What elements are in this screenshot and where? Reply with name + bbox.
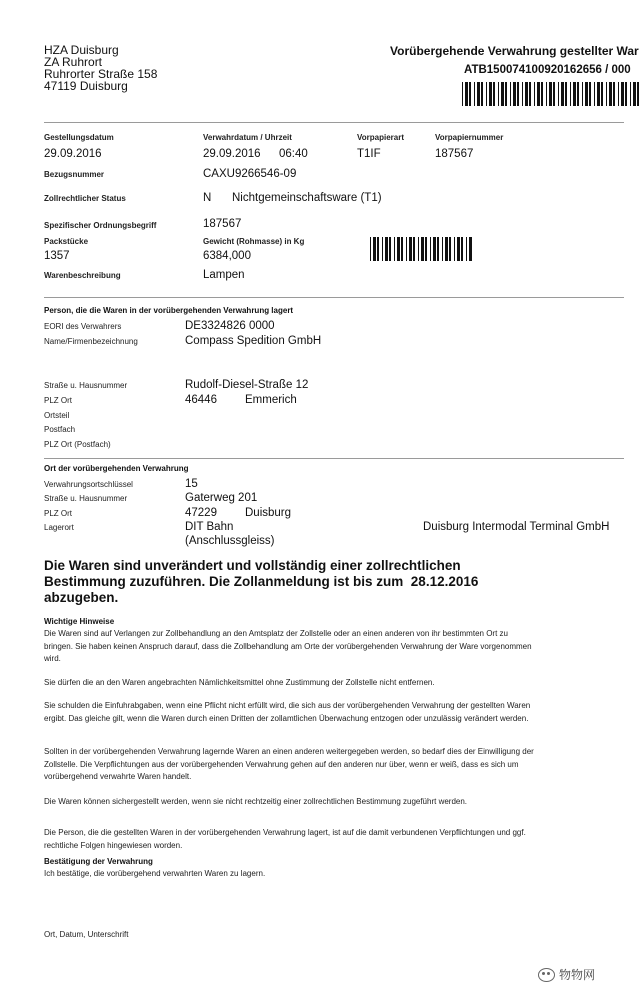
notice-line-2-text: Bestimmung zuzuführen. Die Zollanmeldung ist bis zum [44, 574, 404, 589]
barcode-bar [546, 82, 547, 106]
barcode-bar [522, 82, 523, 106]
barcode-bar [589, 82, 591, 106]
barcode-bar [469, 82, 471, 106]
gestellungsdatum-value: 29.09.2016 [44, 148, 102, 160]
barcode-bar [382, 237, 383, 261]
lagerort-label: Lagerort [44, 523, 74, 532]
barcode-bar [377, 237, 379, 261]
notice-line-2 [44, 574, 604, 590]
eori-value: DE3324826 0000 [185, 320, 275, 332]
barcode-bar [501, 82, 504, 106]
bezugsnummer-label: Bezugsnummer [44, 170, 105, 179]
barcode-bar [466, 237, 467, 261]
verwahrdatum-value: 29.09.2016 [203, 148, 261, 160]
barcode-bar [385, 237, 388, 261]
terminal-name: Duisburg Intermodal Terminal GmbH [423, 521, 610, 533]
notice-headline [44, 558, 604, 606]
barcode-bar [498, 82, 499, 106]
divider [44, 458, 624, 459]
office-street: Ruhrorter Straße 158 [44, 67, 158, 81]
barcode-bar [477, 82, 480, 106]
barcode-bar [585, 82, 588, 106]
barcode-bar [625, 82, 627, 106]
vorpapierart-value: T1IF [357, 148, 381, 160]
barcode-bar [553, 82, 555, 106]
vorpapiernummer-label: Vorpapiernummer [435, 133, 504, 142]
barcode-bar [618, 82, 619, 106]
barcode-bar [613, 82, 615, 106]
barcode-bar [437, 237, 439, 261]
lagerort-value-line1: DIT Bahn [185, 521, 234, 533]
barcode-bar [421, 237, 424, 261]
barcode-bar [461, 237, 463, 261]
notice-deadline: 28.12.2016 [410, 574, 479, 589]
location-street-value: Gaterweg 201 [185, 492, 258, 504]
location-key-label: Verwahrungsortschlüssel [44, 480, 133, 489]
barcode-bar [573, 82, 576, 106]
barcode-bar [549, 82, 552, 106]
gestellungsdatum-label: Gestellungsdatum [44, 133, 114, 142]
location-street-label: Straße u. Hausnummer [44, 494, 128, 503]
warenbeschreibung-label: Warenbeschreibung [44, 271, 121, 280]
warenbeschreibung-value: Lampen [203, 269, 245, 281]
barcode-bar [394, 237, 395, 261]
packstuecke-value: 1357 [44, 250, 70, 262]
lagerort-value-line2: (Anschlussgleiss) [185, 535, 275, 547]
person-street-label: Straße u. Hausnummer [44, 381, 128, 390]
person-plz-value: 46446 [185, 394, 217, 406]
barcode-bar [469, 237, 472, 261]
vorpapierart-label: Vorpapierart [357, 133, 404, 142]
barcode-bar [606, 82, 607, 106]
location-city-value: Duisburg [245, 507, 292, 519]
barcode-bar [370, 237, 371, 261]
barcode-bar [457, 237, 460, 261]
status-code: N [203, 192, 212, 204]
notice-line-3: abzugeben. [44, 590, 119, 605]
barcode-bar [565, 82, 567, 106]
location-plz-label: PLZ Ort [44, 509, 73, 518]
person-street-value: Rudolf-Diesel-Straße 12 [185, 379, 309, 391]
eori-label: EORI des Verwahrers [44, 322, 122, 331]
ortsteil-label: Ortsteil [44, 411, 70, 420]
barcode-bar [406, 237, 407, 261]
notice-line-1: Die Waren sind unverändert und vollständig einer zollrechtlichen [44, 558, 461, 573]
barcode-bar [430, 237, 431, 261]
verwahrdatum-label: Verwahrdatum / Uhrzeit [203, 133, 292, 142]
ordnungsbegriff-value: 187567 [203, 218, 242, 230]
barcode-bar [594, 82, 595, 106]
barcode-bar [474, 82, 475, 106]
barcode-bar [558, 82, 559, 106]
barcode-bar [449, 237, 451, 261]
divider [44, 297, 624, 298]
barcode-bar [465, 82, 468, 106]
barcode-bar [418, 237, 419, 261]
hint-paragraph-2: Sie dürfen die an den Waren angebrachten Nämlichkeitsmittel ohne Zustimmung der Zollstelle nicht entfernen. [44, 678, 435, 687]
barcode-bar [541, 82, 543, 106]
location-plz-value: 47229 [185, 507, 217, 519]
gewicht-value: 6384,000 [203, 250, 251, 262]
postfach-label: Postfach [44, 425, 76, 434]
barcode-bar [597, 82, 600, 106]
location-section-title: Ort der vorübergehenden Verwahrung [44, 464, 189, 473]
office-name: HZA Duisburg [44, 43, 119, 57]
hint-paragraph-3: Sie schulden die Einfuhrabgaben, wenn eine Pflicht nicht erfüllt wird, die sich aus der vorübergehenden Verwahrung der gestellten Waren ergibt. Das gleiche gilt, wenn die Waren durch einen Dritten der zollamtlichen Überwachung entzogen oder unzulässig verändert werden. [44, 701, 531, 723]
location-key-value: 15 [185, 478, 198, 490]
reference-barcode [370, 237, 472, 261]
plz-postfach-label: PLZ Ort (Postfach) [44, 440, 111, 449]
barcode-bar [517, 82, 519, 106]
office-branch: ZA Ruhrort [44, 55, 103, 69]
signature-label: Ort, Datum, Unterschrift [44, 930, 129, 939]
barcode-bar [489, 82, 492, 106]
barcode-bar [486, 82, 487, 106]
person-section-title: Person, die die Waren in der vorübergehenden Verwahrung lagert [44, 306, 294, 315]
barcode-bar [529, 82, 531, 106]
barcode-bar [481, 82, 483, 106]
barcode-bar [373, 237, 376, 261]
barcode-bar [577, 82, 579, 106]
document-number: ATB150074100920162656 / 000 [464, 64, 631, 76]
status-text: Nichtgemeinschaftsware (T1) [232, 192, 382, 204]
hint-paragraph-4: Sollten in der vorübergehenden Verwahrung lagernde Waren an einen anderen weitergegeben werden, so bedarf dies der Einwilligung der Zollstelle. Die Verpflichtungen aus der vorübergehenden Verwahrung gehen auf den anderen nur über, wenn er weiß, dass es sich um vorübergehend verwahrte Waren handelt. [44, 747, 534, 781]
barcode-bar [389, 237, 391, 261]
barcode-bar [637, 82, 639, 106]
barcode-bar [413, 237, 415, 261]
barcode-bar [493, 82, 495, 106]
watermark-text: 物物网 [559, 968, 596, 982]
barcode-bar [442, 237, 443, 261]
barcode-bar [510, 82, 511, 106]
barcode-bar [582, 82, 583, 106]
barcode-bar [409, 237, 412, 261]
hint-paragraph-6: Die Person, die die gestellten Waren in der vorübergehenden Verwahrung lagert, ist auf die damit verbundenen Verpflichtungen und ggf. rechtliche Folgen hingewiesen worden. [44, 828, 526, 850]
person-plz-label: PLZ Ort [44, 396, 73, 405]
company-name-value: Compass Spedition GmbH [185, 335, 322, 347]
person-city-value: Emmerich [245, 394, 297, 406]
barcode-bar [401, 237, 403, 261]
barcode-bar [537, 82, 540, 106]
uhrzeit-value: 06:40 [279, 148, 308, 160]
barcode-bar [505, 82, 507, 106]
barcode-bar [630, 82, 631, 106]
barcode-bar [397, 237, 400, 261]
hint-paragraph-5: Die Waren können sichergestellt werden, wenn sie nicht rechtzeitig einer zollrechtlichen Bestimmung zugeführt werden. [44, 797, 468, 806]
barcode-bar [513, 82, 516, 106]
divider [44, 122, 624, 123]
barcode-bar [534, 82, 535, 106]
confirmation-text: Ich bestätige, die vorübergehend verwahrten Waren zu lagern. [44, 869, 266, 878]
hints-title: Wichtige Hinweise [44, 617, 115, 626]
gewicht-label: Gewicht (Rohmasse) in Kg [203, 237, 305, 246]
barcode-bar [561, 82, 564, 106]
document-title: Vorübergehende Verwahrung gestellter War [390, 44, 639, 58]
barcode-bar [433, 237, 436, 261]
chat-bubble-icon [538, 968, 555, 982]
document-barcode [462, 82, 640, 106]
hint-paragraph-1: Die Waren sind auf Verlangen zur Zollbehandlung an den Amtsplatz der Zollstelle oder an einen anderen von ihr bestimmten Ort zu bringen. Sie haben keinen Anspruch darauf, dass die Zollbehandlung am Orte der vorübergehenden Verwahrung der Ware vorgenommen wird. [44, 629, 532, 663]
barcode-bar [454, 237, 455, 261]
ordnungsbegriff-label: Spezifischer Ordnungsbegriff [44, 221, 157, 230]
bezugsnummer-value: CAXU9266546-09 [203, 168, 297, 180]
vorpapiernummer-value: 187567 [435, 148, 474, 160]
barcode-bar [609, 82, 612, 106]
barcode-bar [621, 82, 624, 106]
status-label: Zollrechtlicher Status [44, 194, 126, 203]
barcode-bar [525, 82, 528, 106]
packstuecke-label: Packstücke [44, 237, 89, 246]
confirmation-title: Bestätigung der Verwahrung [44, 857, 153, 866]
barcode-bar [445, 237, 448, 261]
watermark [538, 966, 595, 983]
barcode-bar [633, 82, 636, 106]
barcode-bar [570, 82, 571, 106]
barcode-bar [462, 82, 463, 106]
company-name-label: Name/Firmenbezeichnung [44, 337, 138, 346]
barcode-bar [601, 82, 603, 106]
office-city: 47119 Duisburg [44, 79, 128, 93]
barcode-bar [425, 237, 427, 261]
